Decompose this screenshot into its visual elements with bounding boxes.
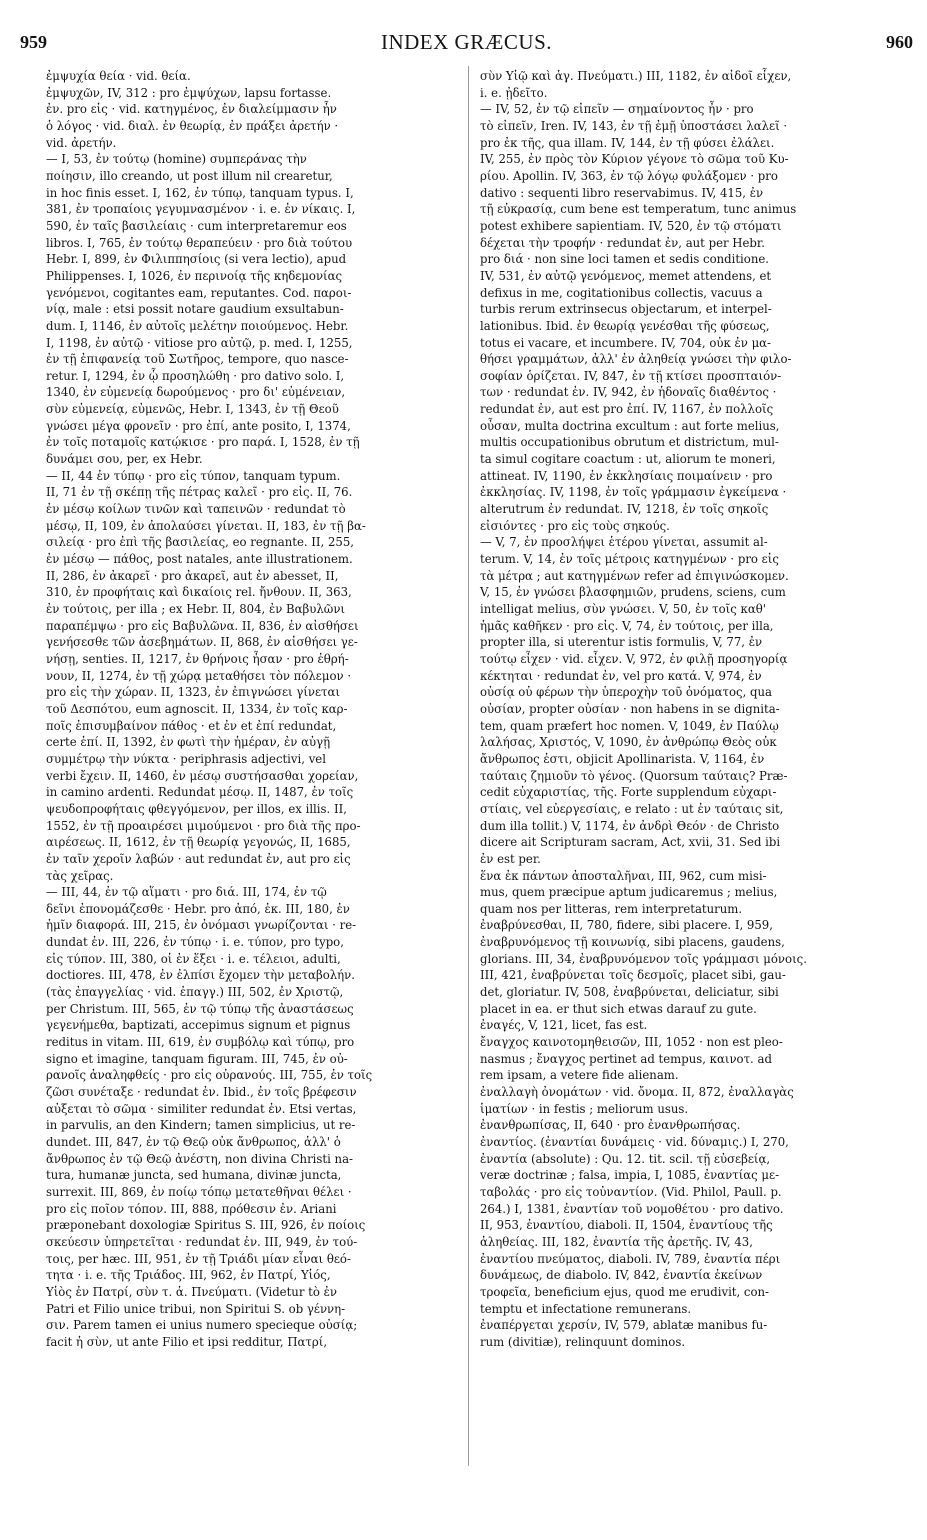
text-line: turbis rerum extrinsecus objectarum, et interpel- [480,302,772,317]
text-line: 1340, ἐν εὐμενείᾳ δωρούμενος · pro δι' εὐμένειαν, [46,385,346,400]
text-line: δυνάμεως, de diabolo. IV, 842, ἐναντία ἐκείνων [480,1268,763,1283]
text-line: dicere ait Scripturam sacram, Act, xvii, 31. Sed ibi [480,835,781,850]
text-line: στίαις, vel εὐεργεσίαις, e relato : ut ἐν ταύταις sit, [480,801,784,816]
text-line: τὰς χεῖρας. [46,868,114,883]
text-line: ἐν ταῖν χεροῖν λαβών · aut redundat ἐν, aut pro εἰς [46,851,351,866]
text-line: εἰσιόντες · pro εἰς τοὺς σηκούς. [480,518,670,533]
text-line: — V, 7, ἐν προσλήψει ἑτέρου γίνεται, assumit al- [480,535,768,550]
text-line: libros. I, 765, ἐν τούτῳ θεραπεύειν · pro διὰ τούτου [46,235,353,250]
text-line: ἐν. pro εἰς · vid. κατηγμένος, ἐν διαλείμμασιν ἦν [46,102,337,117]
text-line: αιρέσεως. II, 1612, ἐν τῇ θεωρίᾳ γεγονώς, II, 1685, [46,835,351,850]
text-line: γεγενήμεθα, baptizati, accepimus signum et pignus [46,1018,351,1033]
text-line: retur. I, 1294, ἐν ᾧ προσηλώθη · pro dativo solo. I, [46,368,345,383]
running-header [20,26,913,56]
text-line: 381, ἐν τροπαίοις γεγυμνασμένον · i. e. ἐν νίκαις. I, [46,202,356,217]
text-line: ψευδοπροφήταις φθεγγόμενον, per illos, ex illis. II, [46,801,347,816]
text-line: ἐναλλαγὴ ὀνομάτων · vid. ὄνομα. II, 872, ἐναλλαγὰς [480,1085,794,1100]
text-line: redundat ἐν, aut est pro ἐπί. IV, 1167, ἐν πολλοῖς [480,402,774,417]
text-line: potest exhibere sapientiam. IV, 520, ἐν τῷ στόματι [480,218,782,233]
text-line: νίᾳ, male : etsi possit notare gaudium exsultabun- [46,302,344,317]
text-line: Philippenses. I, 1026, ἐν περινοίᾳ τῆς κηδεμονίας [46,268,343,283]
text-line: V, 15, ἐν γνώσει βλασφημιῶν, prudens, sciens, cum [480,585,786,600]
text-line: det, gloriatur. IV, 508, ἐναβρύνεται, deliciatur, sibi [480,985,779,1000]
text-line: θήσει γραμμάτων, ἀλλ' ἐν ἀληθείᾳ γνώσει τὴν φιλο- [480,352,792,367]
text-line: attineat. IV, 1190, ἐν ἐκκλησίαις ποιμαίνειν · pro [480,468,773,483]
text-line: ἡμᾶς καθῆκεν · pro εἰς. V, 74, ἐν τούτοις, per illa, [480,618,774,633]
text-line: τούτῳ εἶχεν · vid. εἶχεν. V, 972, ἐν φιλῇ προσηγορίᾳ [480,651,788,666]
text-line: mus, quem præcipue aptum judicaremus ; melius, [480,885,778,900]
text-line: ἄνθρωπος ἐστι, objicit Apollinarista. V, 1164, ἐν [480,751,765,766]
text-line: γενόμενοι, cogitantes eam, reputantes. Cod. παροι- [46,285,352,300]
left-column [46,68,460,1351]
text-line: ἐν τούτοις, per illa ; ex Hebr. II, 804, ἐν Βαβυλῶνι [46,602,346,616]
text-line: ἐν τοῖς ποταμοῖς κατῴκισε · pro παρά. I, 1528, ἐν τῇ [46,435,360,450]
text-line: i. e. ᾐδεῖτο. [480,85,548,100]
text-line: pro ἐκ τῆς, qua illam. IV, 144, ἐν τῇ φύσει ἐλάλει. [480,135,775,150]
text-line: ἐνανθρωπίσας, II, 640 · pro ἐνανθρωπήσας. [480,1118,741,1133]
text-line: rum (divitiæ), relinquunt dominos. [480,1334,686,1349]
text-line: 310, ἐν προφήταις καὶ δικαίοις rel. ἤνθουν. II, 363, [46,585,352,600]
running-title: INDEX GRÆCUS. [380,30,552,54]
text-line: tura, humanæ juncta, sed humana, divinæ juncta, [46,1168,342,1183]
text-line: dundet. III, 847, ἐν τῷ Θεῷ οὐκ ἄνθρωπος, ἀλλ' ὁ [46,1135,341,1149]
text-line: τὰ μέτρα ; aut κατηγμένων refer ad ἐπιγινώσκομεν. [480,568,789,583]
text-line: terum. V, 14, ἐν τοῖς μέτροις κατηγμένων · pro εἰς [480,552,779,567]
text-line: ἐν τῇ ἐπιφανείᾳ τοῦ Σωτῆρος, tempore, quo nasce- [46,352,349,367]
text-line: multis occupationibus obrutum et districtum, mul- [480,435,779,450]
text-line: σιν. Parem tamen ei unius numero specieque οὐσίᾳ; [46,1318,358,1333]
page-number-left: 959 [20,32,47,52]
text-line: 264.) I, 1381, ἐναντίαν τοῦ νομοθέτου · pro dativo. [480,1201,784,1216]
page-number-right: 960 [886,32,913,52]
text-line: III, 421, ἐναβρύνεται τοῖς δεσμοῖς, placet sibi, gau- [480,968,786,983]
text-line: glorians. III, 34, ἐναβρυνόμενον τοῖς γράμμασι μόνοις. [480,951,807,966]
text-line: rem ipsam, a vetere fide alienam. [480,1068,679,1083]
text-line: dativo : sequenti libro reservabimus. IV, 415, ἐν [480,185,764,200]
text-line: νήσῃ, senties. II, 1217, ἐν θρήνοις ἦσαν · pro ἐθρή- [46,651,349,666]
text-line: λαλήσας, Χριστός, V, 1090, ἐν ἀνθρώπῳ Θεὸς οὐκ [480,735,777,750]
text-line: alterutrum ἐν redundat. IV, 1218, ἐν τοῖς σηκοῖς [480,502,769,517]
text-line: ἐναβρύνεσθαι, II, 780, fidere, sibi placere. I, 959, [480,918,773,933]
text-line: ἐμψυχία θεία · vid. θεία. [46,69,191,83]
text-line: II, 953, ἐναντίου, diaboli. II, 1504, ἐναντίους τῆς [480,1218,773,1233]
text-line: in hoc finis esset. I, 162, ἐν τύπῳ, tanquam typus. I, [46,185,354,200]
text-line: Hebr. I, 899, ἐν Φιλιππησίοις (si vera lectio), apud [46,252,347,267]
text-line: ζῶσι συνέταξε · redundat ἐν. Ibid., ἐν τοῖς βρέφεσιν [46,1085,357,1100]
text-line: των · redundat ἐν. IV, 942, ἐν ἡδοναῖς διαθέντος · [480,385,777,400]
text-line: cedit εὐχαριστίας, τῆς. Forte supplendum εὐχαρι- [480,785,777,800]
text-line: temptu et infectatione remunerans. [480,1301,692,1316]
text-line: II, 71 ἐν τῇ σκέπῃ τῆς πέτρας καλεῖ · pro εἰς. II, 76. [46,485,353,500]
text-line: defixus in me, cogitationibus collectis, vacuus a [480,285,763,300]
text-line: ἐν est per. [480,851,541,866]
text-line: ταύταις ζημιοῦν τὸ γένος. (Quorsum ταύταις? Præ- [480,768,788,783]
text-line: νουν, II, 1274, ἐν τῇ χώρᾳ μεταθήσει τὸν πόλεμον · [46,668,352,683]
text-line: pro εἰς τὴν χώραν. II, 1323, ἐν ἐπιγνώσει γίνεται [46,685,341,700]
text-line: οὐσίαν, propter οὐσίαν · non habens in se dignita- [480,701,780,716]
text-line: δέχεται τὴν τροφήν · redundat ἐν, aut per Hebr. [480,235,765,250]
text-line: σιλείᾳ · pro ἐπὶ τῆς βασιλείας, eo regnante. II, 255, [46,535,354,550]
text-line: ρανοῖς ἀναληφθείς · pro εἰς οὐρανούς. III, 755, ἐν τοῖς [46,1068,373,1083]
text-line: in camino ardenti. Redundat μέσῳ. II, 1487, ἐν τοῖς [46,785,354,800]
text-line: μέσῳ, II, 109, ἐν ἀπολαύσει γίνεται. II, 183, ἐν τῇ βα- [46,518,366,533]
text-line: σὺν Υἱῷ καὶ ἁγ. Πνεύματι.) III, 1182, ἐν αἰδοῖ εἶχεν, [480,69,792,83]
text-line: ταβολάς · pro εἰς τοὐναντίον. (Vid. Philol, Paull. p. [480,1184,782,1199]
text-line: doctiores. III, 478, ἐν ἐλπίσι ἔχομεν τὴν μεταβολήν. [46,968,355,983]
text-line: οὐσίᾳ οὐ φέρων τὴν ὑπεροχὴν τοῦ ὀνόματος, qua [480,685,773,700]
text-line: lationibus. Ibid. ἐν θεωρίᾳ γενέσθαι τῆς φύσεως, [480,318,770,333]
text-line: — I, 53, ἐν τούτῳ (homine) συμπεράνας τὴν [46,152,307,167]
text-line: τητα · i. e. τῆς Τριάδος. III, 962, ἐν Πατρί, Υἱός, [46,1268,331,1283]
text-line: ἐκκλησίας. IV, 1198, ἐν τοῖς γράμμασιν ἐγκείμενα · [480,485,787,500]
text-line: ἐμψυχῶν, IV, 312 : pro ἐμψύχων, lapsu fortasse. [46,85,332,100]
text-line: ἀληθείας. III, 182, ἐναντία τῆς ἀρετῆς. IV, 43, [480,1234,753,1249]
text-line: ta simul cogitare coactum : ut, aliorum te moneri, [480,452,776,467]
text-line: γενήσεσθε τῶν ἀσεβημάτων. II, 868, ἐν αἰσθήσει γε- [46,635,358,650]
text-line: σοφίαν ὁρίζεται. IV, 847, ἐν τῇ κτίσει προσπταιόν- [480,368,782,383]
text-line: in parvulis, an den Kindern; tamen simplicius, ut re- [46,1118,356,1133]
text-line: dundat ἐν. III, 226, ἐν τύπῳ · i. e. τύπον, pro typo, [46,935,344,950]
text-line: per Christum. III, 565, ἐν τῷ τύπῳ τῆς ἀναστάσεως [46,1001,354,1016]
text-line: I, 1198, ἐν αὐτῷ · vitiose pro αὐτῷ, p. med. I, 1255, [46,335,353,350]
text-line: τοῦ Δεσπότου, eum agnoscit. II, 1334, ἐν τοῖς καρ- [46,701,348,716]
text-line: dum illa tollit.) V, 1174, ἐν ἀνδρὶ Θεόν · de Christo [480,818,780,833]
text-line: ὁ λόγος · vid. διαλ. ἐν θεωρίᾳ, ἐν πράξει ἀρετήν · [46,118,339,133]
text-line: surrexit. III, 869, ἐν ποίῳ τόπῳ μετατεθῆναι θέλει · [46,1184,352,1199]
text-line: ἐναβρυνόμενος τῇ κοινωνίᾳ, sibi placens, gaudens, [480,935,785,950]
text-line: Patri et Filio unice tribui, non Spiritui S. ob γέννη- [46,1301,346,1316]
text-line: σὺν εὐμενείᾳ, εὐμενῶς, Hebr. I, 1343, ἐν τῇ Θεοῦ [46,402,339,417]
text-line: συμμέτρῳ τὴν νύκτα · periphrasis adjectivi, vel [46,751,326,766]
text-line: — IV, 52, ἐν τῷ εἰπεῖν — σημαίνοντος ἦν · pro [480,102,754,117]
text-line: pro διά · non sine loci tamen et sedis conditione. [480,252,769,267]
text-line: ἐναντία (absolute) : Qu. 12. tit. scil. τῇ εὐσεβείᾳ, [480,1151,771,1166]
text-line: quam nos per litteras, rem interpretaturum. [480,901,743,916]
text-line: IV, 531, ἐν αὐτῷ γενόμενος, memet attendens, et [480,268,772,283]
text-line: σκεύεσιν ὑπηρετεῖται · redundat ἐν. III, 949, ἐν τού- [46,1234,358,1249]
text-line: 1552, ἐν τῇ προαιρέσει μιμούμενοι · pro διὰ τῆς προ- [46,818,361,833]
text-line: αὐξεται τὸ σῶμα · similiter redundat ἐν. Etsi vertas, [46,1101,357,1116]
column-divider [468,66,469,1466]
text-line: tem, quam præfert hoc nomen. V, 1049, ἐν Παύλῳ [480,718,779,733]
text-line: facit ἡ σὺν, ut ante Filio et ipsi redditur, Πατρί, [46,1334,328,1349]
text-line: δυνάμει σου, per, ex Hebr. [46,452,203,467]
text-line: ἐν μέσῳ — πάθος, post natales, ante illustrationem. [46,552,353,567]
text-line: dum. I, 1146, ἐν αὐτοῖς μελέτην ποιούμενος. Hebr. [46,318,349,333]
text-line: τοις, per hæc. III, 951, ἐν τῇ Τριάδι μίαν εἶναι θεό- [46,1251,351,1266]
text-line: γνώσει μέγα φρονεῖν · pro ἐπί, ante posito, I, 1374, [46,418,351,433]
text-line: pro εἰς ποῖον τόπον. III, 888, πρόθεσιν ἐν. Ariani [46,1201,337,1216]
text-line: — II, 44 ἐν τύπῳ · pro εἰς τύπον, tanquam typum. [46,468,341,483]
text-line: vid. ἀρετήν. [46,135,117,150]
text-line: veræ doctrinæ ; falsa, impia, I, 1085, ἐναντίας με- [480,1168,780,1183]
text-line: ἄνθρωπος ἐν τῷ Θεῷ ἀνέστη, non divina Christi na- [46,1151,353,1166]
text-line: nasmus ; ἔναγχος pertinet ad tempus, καινοτ. ad [480,1051,772,1066]
text-line: Υἱὸς ἐν Πατρί, σὺν τ. ἁ. Πνεύματι. (Videtur tò ἐν [46,1284,337,1299]
text-line: παραπέμψω · pro εἰς Βαβυλῶνα. II, 836, ἐν αἰσθήσει [46,618,359,633]
text-line: certe ἐπί. II, 1392, ἐν φωτὶ τὴν ἡμέραν, ἐν αὐγῇ [46,735,331,750]
text-line: II, 286, ἐν ἀκαρεῖ · pro ἀκαρεῖ, aut ἐν abesset, II, [46,568,339,583]
text-line: ποίησιν, illo creando, ut post illum nil crearetur, [46,168,333,183]
text-line: ποῖς ἐπισυμβαίνον πάθος · et ἐν et ἐπί redundat, [46,718,337,733]
text-line: ἕνα ἐκ πάντων ἀποσταλῆναι, III, 962, cum misi- [480,868,767,883]
text-line: τροφεῖα, beneficium ejus, quod me erudivit, con- [480,1284,769,1299]
text-line: οὖσαν, multa doctrina excultum : aut forte melius, [480,418,780,433]
text-line: ἔναγχος καινοτομηθεισῶν, III, 1052 · non est pleo- [480,1035,783,1050]
text-line: ἐναντίος. (ἐναντίαι δυνάμεις · vid. δύναμις.) I, 270, [480,1135,789,1149]
text-line: intelligat melius, σὺν γνώσει. V, 50, ἐν τοῖς καθ' [480,602,766,616]
text-line: signo et imagine, tanquam figuram. III, 745, ἐν οὐ- [46,1051,348,1066]
text-line: τῇ εὐκρασίᾳ, cum bene est temperatum, tunc animus [480,202,797,217]
text-line: κέκτηται · redundat ἐν, vel pro κατά. V, 974, ἐν [480,668,762,683]
text-line: ἐναπέργεται χερσίν, IV, 579, ablatæ manibus fu- [480,1318,768,1333]
text-line: placet in ea. er thut sich etwas darauf zu gute. [480,1001,757,1016]
text-line: ἐν μέσῳ κοίλων τινῶν καὶ ταπεινῶν · redundat τὸ [46,502,346,517]
text-line: 590, ἐν ταῖς βασιλείαις · cum interpretaremur eos [46,218,347,233]
text-line: εἰς τύπον. III, 380, οἱ ἐν ἕξει · i. e. τέλειοι, adulti, [46,951,341,966]
text-line: — III, 44, ἐν τῷ αἵματι · pro διά. III, 174, ἐν τῷ [46,885,327,900]
text-line: ρίου. Apollin. IV, 363, ἐν τῷ λόγῳ φυλάξομεν · pro [480,168,778,183]
text-line: ἱματίων · in festis ; meliorum usus. [480,1101,689,1116]
text-line: præponebant doxologiæ Spiritus S. III, 926, ἐν ποίοις [46,1218,366,1233]
text-line: δεῖνι ἐπονομάζεσθε · Hebr. pro ἀπό, ἐκ. III, 180, ἐν [46,901,350,916]
text-line: ἐναντίου πνεύματος, diaboli. IV, 789, ἐναντία πέρι [480,1251,781,1266]
text-line: propter illa, si uterentur istis formulis, V, 77, ἐν [480,635,763,650]
text-line: verbi ἔχειν. II, 1460, ἐν μέσῳ συστήσασθαι χορείαν, [46,768,359,783]
right-column [480,68,906,1351]
text-line: reditus in vitam. III, 619, ἐν συμβόλῳ καὶ τύπῳ, pro [46,1035,355,1050]
text-line: ἡμῖν διαφορά. III, 215, ἐν ὀνόμασι γνωρίζονται · re- [46,918,357,933]
text-line: ἐναγές, V, 121, licet, fas est. [480,1018,648,1033]
text-line: (τὰς ἐπαγγελίας · vid. ἐπαγγ.) III, 502, ἐν Χριστῷ, [46,985,344,1000]
text-line: IV, 255, ἐν πρὸς τὸν Κύριον γέγονε τὸ σῶμα τοῦ Κυ- [480,152,789,167]
text-line: τὸ εἰπεῖν, Iren. IV, 143, ἐν τῇ ἐμῇ ὑποστάσει λαλεῖ · [480,118,788,133]
text-line: totus ei vacare, et incumbere. IV, 704, οὐκ ἐν μα- [480,335,772,350]
